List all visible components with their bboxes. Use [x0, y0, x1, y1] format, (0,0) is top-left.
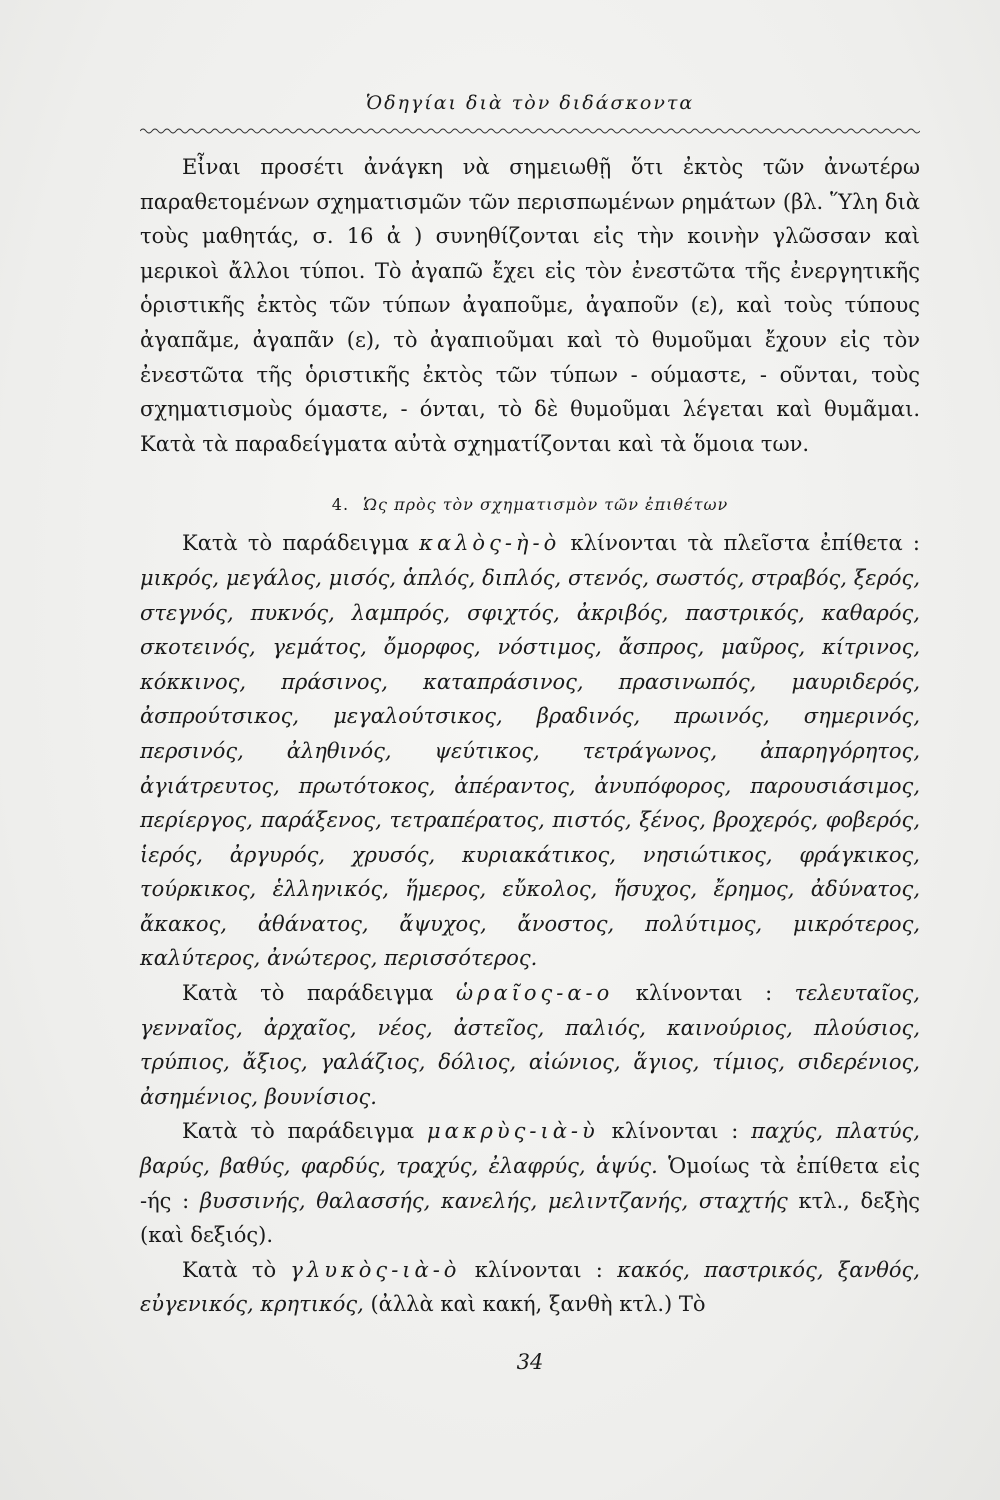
p3-model: ὡραῖος-α-ο — [455, 981, 614, 1006]
section-title: Ὡς πρὸς τὸν σχηματισμὸν τῶν ἐπιθέτων — [363, 495, 729, 515]
p4-verb: κλίνονται : — [611, 1119, 739, 1144]
p5-verb: κλίνονται : — [474, 1257, 603, 1282]
p2-list: μικρός, μεγάλος, μισός, ἁπλός, διπλός, στενός, σωστός, στραβός, ξερός, στεγνός, πυκνός, λαμπρός, σφιχτός, ἀκριβός, παστρικός, καθαρός, σκοτεινός, γεμάτος, ὄμορφος, νόστιμος, ἄσπρος, μαῦρος, κίτρινος, κόκκινος, πράσινος, καταπράσινος, πρασινωπός, μαυριδερός, ἀσπρούτσικος, μεγαλούτσικος, βραδινός, πρωινός, σημερινός, περσινός, ἀληθινός, ψεύτικος, τετράγωνος, ἀπαρηγόρητος, ἀγιάτρευτος, πρωτότοκος, ἀπέραντος, ἀνυπόφορος, παρουσιάσιμος, περίεργος, παράξενος, τετραπέρατος, πιστός, ξένος, βροχερός, φοβερός, ἱερός, ἀργυρός, χρυσός, κυριακάτικος, νησιώτικος, φράγκικος, τούρκικος, ἑλληνικός, ἥμερος, εὔκολος, ἥσυχος, ἔρημος, ἀδύνατος, ἄκακος, ἀθάνατος, ἄψυχος, ἄνοστος, πολύτιμος, μικρότερος, καλύτερος, ἀνώτερος, περισσότερος. — [140, 565, 920, 971]
p4-list: παχύς, πλατύς, βαρύς, βαθύς, φαρδύς, τραχύς, ἐλαφρύς, ἁψύς. — [140, 1119, 920, 1179]
paragraph-3 — [140, 976, 920, 1114]
p5-model: γλυκὸς-ιὰ-ὸ — [290, 1257, 461, 1282]
p5-intro: Κατὰ τὸ — [182, 1257, 277, 1282]
p4-intro: Κατὰ τὸ παράδειγμα — [182, 1119, 415, 1144]
paragraph-5 — [140, 1253, 920, 1322]
p3-verb: κλίνονται : — [635, 981, 773, 1006]
p4-tail-list: βυσσινής, θαλασσής, κανελής, μελιντζανής, σταχτής — [199, 1188, 788, 1213]
section-number: 4. — [331, 495, 350, 515]
p4-tail-b: κτλ., δεξὴς (καὶ δεξιός). — [140, 1188, 920, 1248]
p3-intro: Κατὰ τὸ παράδειγμα — [182, 981, 434, 1006]
paragraph-1: Εἶναι προσέτι ἀνάγκη νὰ σημειωθῇ ὅτι ἐκτὸς τῶν ἀνωτέρω παραθετομένων σχηματισμῶν τῶν περισπωμένων ρημάτων (βλ. Ὕλη διὰ τοὺς μαθητάς, σ. 16 ἀ ) συνηθίζονται εἰς τὴν κοινὴν γλῶσσαν καὶ μερικοὶ ἄλλοι τύποι. Τὸ ἀγαπῶ ἔχει εἰς τὸν ἐνεστῶτα τῆς ἐνεργητικῆς ὁριστικῆς ἐκτὸς τῶν τύπων ἀγαποῦμε, ἀγαποῦν (ε), καὶ τοὺς τύπους ἀγαπᾶμε, ἀγαπᾶν (ε), τὸ ἀγαπιοῦμαι καὶ τὸ θυμοῦμαι ἔχουν εἰς τὸν ἐνεστῶτα τῆς ὁριστικῆς ἐκτὸς τῶν τύπων - ούμαστε, - οῦνται, τοὺς σχηματισμοὺς όμαστε, - όνται, τὸ δὲ θυμοῦμαι λέγεται καὶ θυμᾶμαι. Κατὰ τὰ παραδείγματα αὐτὰ σχηματίζονται καὶ τὰ ὅμοια των. — [140, 155, 920, 456]
paragraph-4 — [140, 1114, 920, 1252]
running-title: Ὁδηγίαι διὰ τὸν διδάσκοντα — [365, 92, 695, 114]
p2-intro: Κατὰ τὸ παράδειγμα — [182, 531, 409, 556]
p2-verb: κλίνονται τὰ πλεῖστα ἐπίθετα : — [570, 531, 920, 556]
body-text — [140, 150, 920, 1322]
p4-model: μακρὺς-ιὰ-ὺ — [426, 1119, 599, 1144]
p3-list: τελευταῖος, γενναῖος, ἀρχαῖος, νέος, ἀστεῖος, παλιός, καινούριος, πλούσιος, τρύπιος, ἄξιος, γαλάζιος, δόλιος, αἰώνιος, ἅγιος, τίμιος, σιδερένιος, ἀσημένιος, βουνίσιος. — [140, 981, 920, 1109]
section-heading — [140, 495, 920, 514]
p5-list: κακός, παστρικός, ξανθός, εὐγενικός, κρητικός, — [140, 1257, 920, 1317]
paragraph-2 — [140, 526, 920, 976]
page-number: 34 — [516, 1350, 544, 1374]
p2-model: καλὸς-ὴ-ὸ — [419, 531, 561, 556]
header-rule — [140, 126, 920, 136]
p4-tail-a: Ὁμοίως τὰ ἐπίθετα εἰς -ής : — [140, 1154, 920, 1213]
p5-tail: (ἀλλὰ καὶ κακή, ξανθὴ κτλ.) Τὸ — [370, 1292, 706, 1317]
